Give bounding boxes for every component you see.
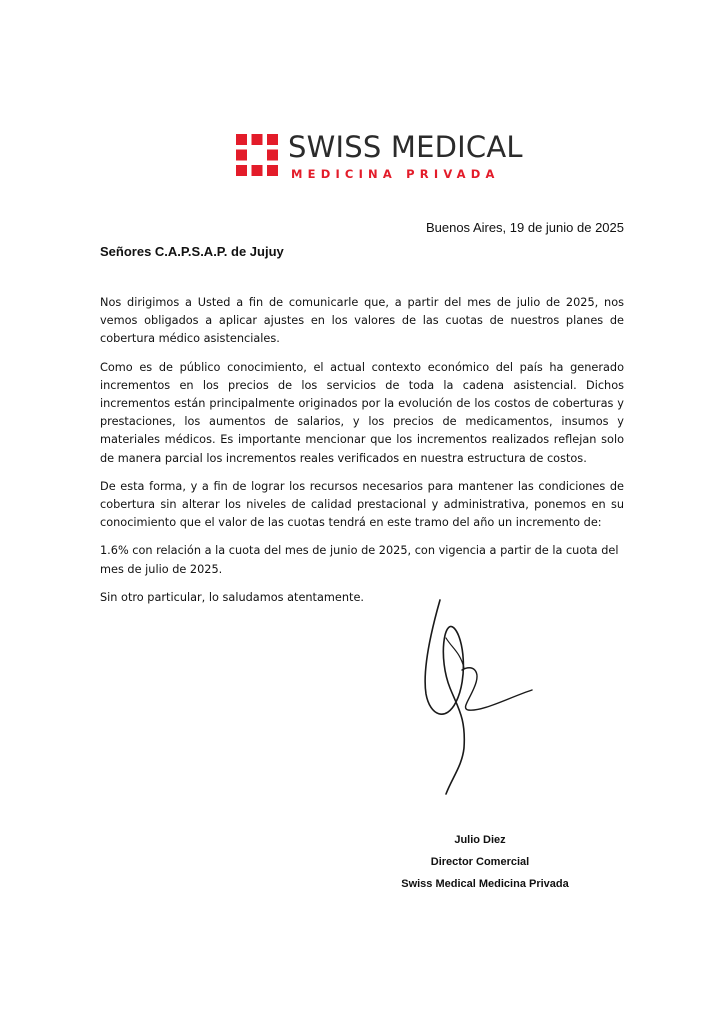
paragraph: Como es de público conocimiento, el actual contexto económico del país ha generado incrementos en los precios de los servicios de toda la cadena asistencial. Dichos incrementos están principalmente originados por la evolución de los costos de coberturas y prestaciones, los aumentos de salarios, y los precios de medicamentos, insumos y materiales médicos. Es importante mencionar que los incrementos realizados reflejan solo de manera parcial los incrementos reales verificados en nuestra estructura de costos. [100, 360, 624, 465]
paragraph: 1.6% con relación a la cuota del mes de junio de 2025, con vigencia a partir de la cuota del mes de julio de 2025. [100, 544, 619, 576]
swiss-medical-logo [236, 130, 536, 182]
recipient: Señores C.A.P.S.A.P. de Jujuy [100, 244, 284, 259]
signer-role: Director Comercial [430, 856, 530, 868]
signer-name: Julio Diez [454, 834, 506, 846]
signer-company: Swiss Medical Medicina Privada [401, 878, 569, 890]
date-line: Buenos Aires, 19 de junio de 2025 [425, 220, 624, 235]
signature [412, 598, 552, 798]
closing-paragraph: Sin otro particular, lo saludamos atentamente. [100, 590, 364, 604]
paragraph: Nos dirigimos a Usted a fin de comunicarle que, a partir del mes de julio de 2025, nos vemos obligados a aplicar ajustes en los valores de las cuotas de nuestros planes de cobertura médico asistenciales. [100, 296, 624, 346]
cross-logo-icon [236, 134, 278, 176]
paragraph: De esta forma, y a fin de lograr los recursos necesarios para mantener las condiciones de cobertura sin alterar los niveles de calidad prestacional y administrativa, ponemos en su conocimiento que el valor de las cuotas tendrá en este tramo del año un incremento de: [100, 479, 624, 530]
logo-tagline: MEDICINA PRIVADA [291, 167, 500, 181]
letter-body [100, 294, 624, 617]
logo-name: SWISS MEDICAL [288, 130, 523, 164]
